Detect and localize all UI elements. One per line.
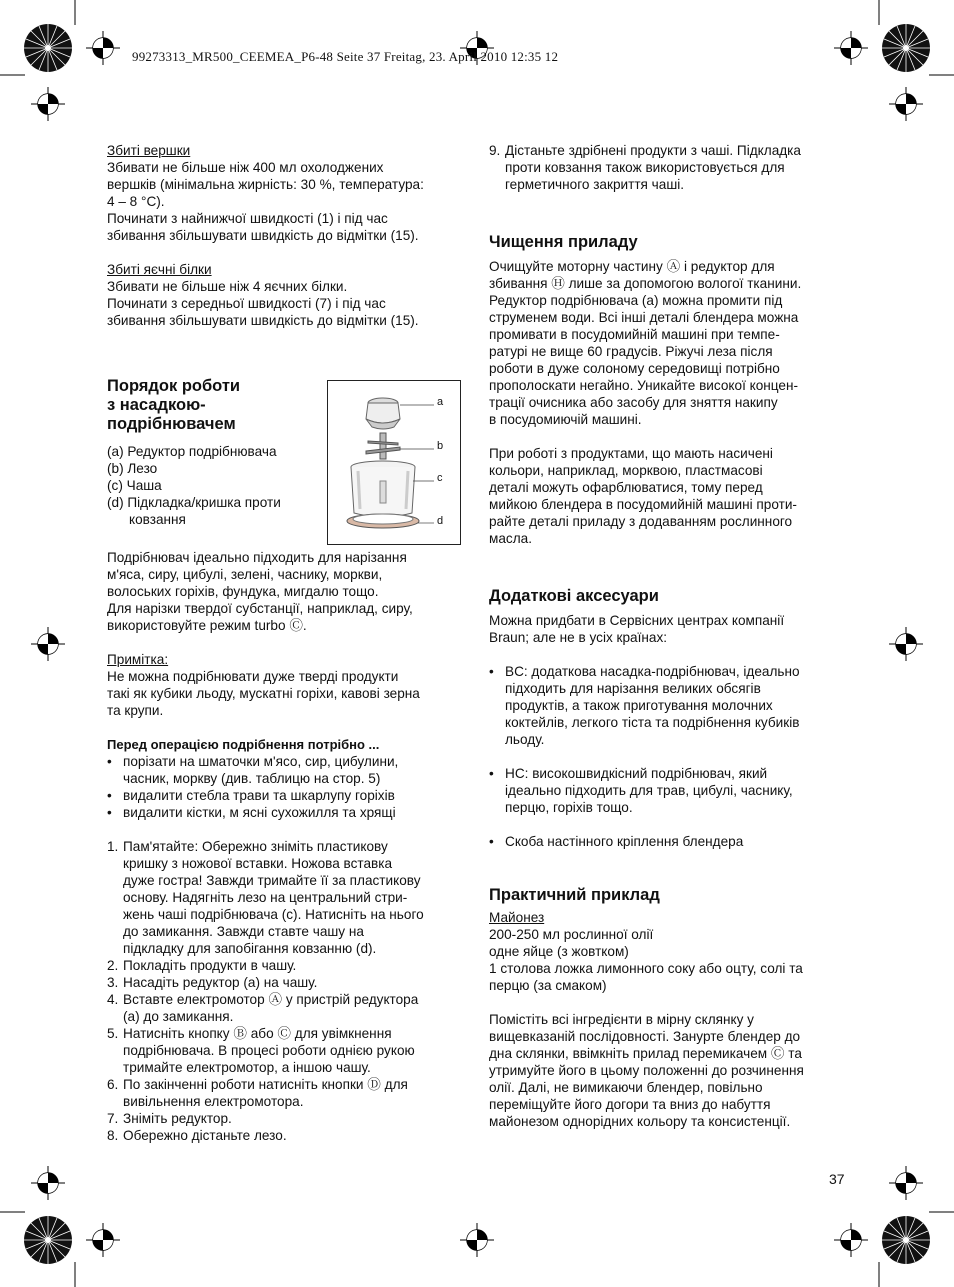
text-line: коктейлів, легкого тіста та подрібнення кубиків [505, 715, 800, 730]
text-line: перцю (за смаком) [489, 978, 607, 993]
text-line: м'яса, сиру, цибулі, зелені, часнику, моркви, [107, 567, 383, 582]
text-line: вищевказаній послідовності. Занурте блендер до [489, 1029, 801, 1044]
text-line: Подрібнювач ідеально підходить для нарізання [107, 550, 407, 565]
text-line: Збивати не більше ніж 4 яєчних білки. [107, 279, 348, 294]
text-line: утримуйте його в цьому положенні до розчинення [489, 1063, 804, 1078]
text-line: підходить для нарізання великих обсягів [505, 681, 761, 696]
text-line: Покладіть продукти в чашу. [123, 958, 297, 973]
text-line: ідеально підходить для трав, цибулі, часнику, [505, 783, 793, 798]
text-line: При роботі з продуктами, що мають насичені [489, 446, 773, 461]
text-line: трації очисника або засобу для зняття накипу [489, 395, 778, 410]
text-line: кольори, наприклад, морквою, пластмасові [489, 463, 763, 478]
text-line: Натисніть кнопку Ⓑ або Ⓒ для увімкнення [123, 1026, 392, 1041]
text-line: порізати на шматочки м'ясо, сир, цибулини, [123, 754, 399, 769]
step-number: 9. [489, 143, 501, 158]
step-item [107, 838, 469, 957]
text-line: видалити стебла трави та шкарлупу горіхів [123, 788, 395, 803]
text-line: Для нарізки твердої субстанції, наприклад, сиру, [107, 601, 413, 616]
list-item [107, 787, 469, 804]
list-item [489, 833, 851, 850]
text-line: Збивати не більше ніж 400 мл охолоджених [107, 160, 384, 175]
bullet: • [489, 664, 494, 679]
text-line: Не можна подрібнювати дуже тверді продукти [107, 669, 399, 684]
example-subtitle: Майонез [489, 910, 545, 925]
text-line: Починати з найнижчої швидкості (1) і під час [107, 211, 388, 226]
text-line: По закінченні роботи натисніть кнопки Ⓓ для [123, 1077, 408, 1092]
text-line: в посудомиючій машині. [489, 412, 642, 427]
text-line: збивання Ⓗ лише за допомогою вологої тканини. [489, 276, 802, 291]
text-line: використовуйте режим turbo Ⓒ. [107, 618, 307, 633]
step-number: 3. [107, 975, 119, 990]
text-line: підкладку для запобігання ковзанню (d). [123, 941, 377, 956]
cleaning-title: Чищення приладу [489, 233, 638, 251]
part-label: (d) Підкладка/кришка проти [107, 495, 281, 510]
egg-whites-title: Збиті яєчні білки [107, 262, 212, 277]
part-label: ковзання [129, 512, 186, 527]
left-column [107, 142, 467, 329]
text-line: промивати в посудомийній машині при темпе- [489, 327, 780, 342]
bullet: • [107, 788, 112, 803]
text-line: льоду. [505, 732, 545, 747]
print-header: 99273313_MR500_CEEMEA_P6-48 Seite 37 Freitag, 23. April 2010 12:35 12 [132, 49, 559, 64]
text-line: такі як кубики льоду, мускатні горіхи, кавові зерна [107, 686, 420, 701]
text-line: Обережно дістаньте лезо. [123, 1128, 287, 1143]
step-item [107, 957, 469, 974]
text-line: Очищуйте моторну частину Ⓐ і редуктор для [489, 259, 775, 274]
step-item [107, 974, 469, 991]
text-line: вершків (мінімальна жирність: 30 %, температура: [107, 177, 424, 192]
list-item [489, 663, 851, 748]
text-line: Редуктор подрібнювача (a) можна промити під [489, 293, 783, 308]
text-line: 4 – 8 °C). [107, 194, 165, 209]
section-title: Порядок роботи [107, 377, 241, 395]
part-label: (c) Чаша [107, 478, 162, 493]
list-item [107, 804, 469, 821]
figure-label-d: d [437, 515, 444, 527]
list-item [489, 765, 851, 816]
text-line: BC: додаткова насадка-подрібнювач, ідеально [505, 664, 800, 679]
text-line: вивільнення електромотора. [123, 1094, 304, 1109]
text-line: дна склянки, ввімкніть прилад перемикачем Ⓒ та [489, 1046, 802, 1061]
text-line: 1 столова ложка лимонного соку або оцту, солі та [489, 961, 803, 976]
text-line: Помістіть всі інгредієнти в мірну склянку у [489, 1012, 754, 1027]
chopper-heading [107, 377, 317, 528]
page-number: 37 [829, 1171, 845, 1187]
text-line: основу. Надягніть лезо на центральний стри- [123, 890, 408, 905]
text-line: Скоба настінного кріплення блендера [505, 834, 744, 849]
text-line: (a) до замикання. [123, 1009, 234, 1024]
text-line: деталі можуть офарблюватися, тому перед [489, 480, 763, 495]
text-line: до замикання. Завжди ставте чашу на [123, 924, 364, 939]
text-line: тримайте електромотор, а іншою чашу. [123, 1060, 371, 1075]
text-line: струменем води. Всі інші деталі блендера можна [489, 310, 799, 325]
text-line: масла. [489, 531, 532, 546]
figure-label-a: a [437, 396, 444, 408]
section-title: з насадкою- [107, 396, 206, 414]
text-line: проти ковзання також використовується для [505, 160, 785, 175]
text-line: райте деталі приладу з додаванням рослинного [489, 514, 793, 529]
text-line: переміщуйте його догори та вниз до набуття [489, 1097, 771, 1112]
part-label: (a) Редуктор подрібнювача [107, 444, 277, 459]
text-line: Починати з середньої швидкості (7) і під час [107, 296, 386, 311]
text-line: Пам'ятайте: Обережно зніміть пластикову [123, 839, 388, 854]
text-line: одне яйце (з жовтком) [489, 944, 629, 959]
text-line: ратурі не вище 60 градусів. Ріжучі леза після [489, 344, 773, 359]
step-item [107, 1025, 469, 1076]
text-line: Насадіть редуктор (a) на чашу. [123, 975, 318, 990]
text-line: HC: високошвидкісний подрібнювач, який [505, 766, 768, 781]
note-title: Примітка: [107, 652, 169, 667]
step-number: 8. [107, 1128, 119, 1143]
text-line: мийкою блендера в посудомийній машині проти- [489, 497, 797, 512]
text-line: герметичного закриття чаші. [505, 177, 685, 192]
text-line: Дістаньте здрібнені продукти з чаші. Підкладка [505, 143, 801, 158]
text-line: Можна придбати в Сервісних центрах компанії [489, 613, 785, 628]
text-line: олії. Далі, не вимикаючи блендер, повільно [489, 1080, 763, 1095]
step-item [107, 1076, 469, 1110]
figure-label-b: b [437, 440, 444, 452]
text-line: часник, моркву (див. таблицю на стор. 5) [123, 771, 381, 786]
bullet: • [107, 754, 112, 769]
step-number: 7. [107, 1111, 119, 1126]
section-title: подрібнювачем [107, 415, 236, 433]
step-item [107, 991, 469, 1025]
step-item [489, 142, 851, 193]
example-title: Практичний приклад [489, 886, 660, 904]
text-line: жень чаші подрібнювача (c). Натисніть на нього [123, 907, 424, 922]
text-line: 200-250 мл рослинної олії [489, 927, 654, 942]
step-item [107, 1110, 469, 1127]
text-line: Вставте електромотор Ⓐ у пристрій редуктора [123, 992, 419, 1007]
step-number: 2. [107, 958, 119, 973]
text-line: та крупи. [107, 703, 164, 718]
text-line: Зніміть редуктор. [123, 1111, 232, 1126]
text-line: волоських горіхів, фундука, мигдалю тощо. [107, 584, 379, 599]
right-column [489, 142, 851, 1130]
step-number: 5. [107, 1026, 119, 1041]
text-line: майонезом однорідних кольору та консистенції. [489, 1114, 791, 1129]
accessories-title: Додаткові аксесуари [489, 587, 659, 605]
text-line: прополоскати негайно. Уникайте високої концен- [489, 378, 799, 393]
part-label: (b) Лезо [107, 461, 158, 476]
bullet: • [107, 805, 112, 820]
before-title: Перед операцією подрібнення потрібно ... [107, 737, 380, 752]
text-line: подрібнювача. В процесі роботи однією рукою [123, 1043, 415, 1058]
text-line: перцю, горіхів тощо. [505, 800, 633, 815]
step-number: 6. [107, 1077, 119, 1092]
text-line: збивання збільшувати швидкість до відмітки (15). [107, 313, 419, 328]
step-item [107, 1127, 469, 1144]
chopper-illustration [327, 380, 461, 545]
step-number: 1. [107, 839, 119, 854]
text-line: збивання збільшувати швидкість до відмітки (15). [107, 228, 419, 243]
text-line: дуже гостра! Завжди тримайте її за пластикову [123, 873, 421, 888]
bullet: • [489, 766, 494, 781]
text-line: продуктів, а також приготування молочних [505, 698, 773, 713]
text-line: Braun; але не в усіх країнах: [489, 630, 668, 645]
whipped-cream-title: Збиті вершки [107, 143, 191, 158]
step-number: 4. [107, 992, 119, 1007]
text-line: видалити кістки, м ясні сухожилля та хрящі [123, 805, 396, 820]
list-item [107, 753, 469, 787]
chopper-body [107, 549, 469, 1144]
text-line: кришку з ножової вставки. Ножова вставка [123, 856, 393, 871]
figure-label-c: c [437, 472, 443, 484]
text-line: роботи в дуже солоному середовищі потрібно [489, 361, 780, 376]
bullet: • [489, 834, 494, 849]
